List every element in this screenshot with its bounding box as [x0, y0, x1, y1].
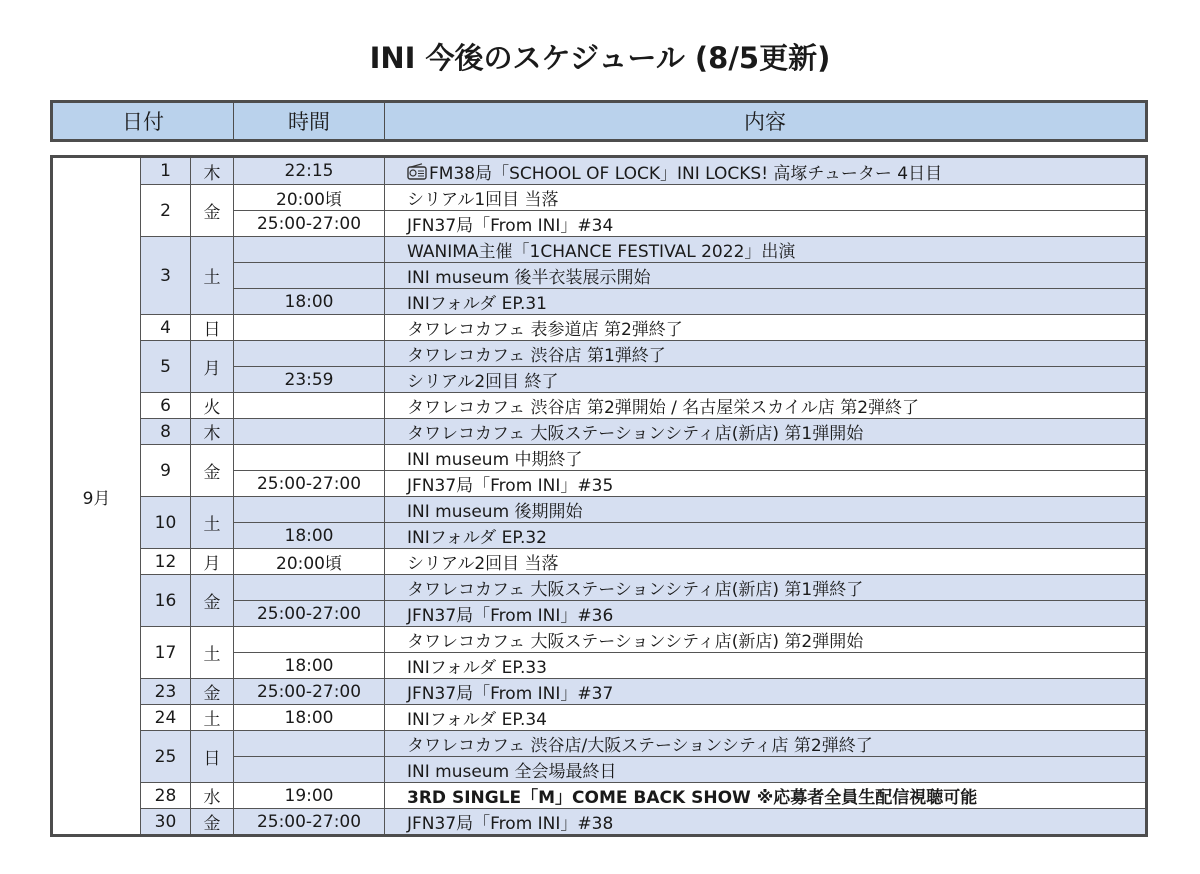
header-time: 時間: [233, 103, 384, 139]
day-cell: 3: [140, 236, 190, 314]
time-cell: 25:00-27:00: [233, 808, 384, 834]
time-cell: 18:00: [233, 704, 384, 730]
day-cell: 5: [140, 340, 190, 392]
event-text: タワレコカフェ 渋谷店 第2弾開始 / 名古屋栄スカイル店 第2弾終了: [407, 398, 920, 418]
time-cell: 18:00: [233, 288, 384, 314]
time-cell: [233, 262, 384, 288]
event-cell: [384, 600, 1145, 626]
event-cell: [384, 236, 1145, 262]
event-text: シリアル2回目 当落: [407, 554, 559, 574]
page-title: INI 今後のスケジュール (8/5更新): [369, 41, 831, 75]
day-cell: 10: [140, 496, 190, 548]
event-cell: [384, 366, 1145, 392]
weekday-cell: 木: [190, 418, 233, 444]
radio-icon: [407, 163, 427, 180]
weekday-cell: 土: [190, 704, 233, 730]
month-label: 9月: [53, 158, 140, 834]
event-text: INIフォルダ EP.34: [407, 710, 547, 730]
day-cell: 9: [140, 444, 190, 496]
time-cell: [233, 574, 384, 600]
event-text: タワレコカフェ 表参道店 第2弾終了: [407, 320, 683, 340]
weekday-cell: 金: [190, 808, 233, 834]
time-cell: 19:00: [233, 782, 384, 808]
event-text: タワレコカフェ 大阪ステーションシティ店(新店) 第2弾開始: [407, 632, 864, 652]
day-cell: 24: [140, 704, 190, 730]
time-cell: 22:15: [233, 158, 384, 184]
time-cell: [233, 314, 384, 340]
weekday-cell: 金: [190, 444, 233, 496]
table-header: [50, 100, 1148, 142]
time-cell: 25:00-27:00: [233, 470, 384, 496]
day-cell: 6: [140, 392, 190, 418]
event-text: INI museum 後半衣装展示開始: [407, 268, 651, 288]
weekday-cell: 金: [190, 184, 233, 236]
event-cell: [384, 444, 1145, 470]
event-text: タワレコカフェ 大阪ステーションシティ店(新店) 第1弾終了: [407, 580, 864, 600]
weekday-cell: 月: [190, 340, 233, 392]
event-cell: [384, 314, 1145, 340]
day-cell: 28: [140, 782, 190, 808]
day-cell: 25: [140, 730, 190, 782]
event-cell: [384, 470, 1145, 496]
event-text: 3RD SINGLE「M」COME BACK SHOW ※応募者全員生配信視聴可能: [407, 788, 978, 808]
weekday-cell: 火: [190, 392, 233, 418]
weekday-cell: 木: [190, 158, 233, 184]
event-text: JFN37局「From INI」#37: [407, 684, 614, 704]
event-text: JFN37局「From INI」#36: [407, 606, 614, 626]
time-cell: 25:00-27:00: [233, 210, 384, 236]
header-date: 日付: [53, 103, 233, 139]
event-cell: [384, 496, 1145, 522]
event-text: JFN37局「From INI」#38: [407, 814, 614, 834]
event-cell: [384, 548, 1145, 574]
event-text: シリアル1回目 当落: [407, 190, 559, 210]
time-cell: [233, 626, 384, 652]
time-cell: [233, 236, 384, 262]
event-cell: [384, 704, 1145, 730]
day-cell: 16: [140, 574, 190, 626]
day-cell: 1: [140, 158, 190, 184]
event-cell: [384, 756, 1145, 782]
day-cell: 4: [140, 314, 190, 340]
weekday-cell: 金: [190, 678, 233, 704]
event-cell: [384, 392, 1145, 418]
time-cell: 20:00頃: [233, 184, 384, 210]
event-cell: [384, 782, 1145, 808]
time-cell: 20:00頃: [233, 548, 384, 574]
day-cell: 30: [140, 808, 190, 834]
event-cell: [384, 340, 1145, 366]
time-cell: [233, 730, 384, 756]
event-cell: [384, 158, 1145, 184]
day-cell: 2: [140, 184, 190, 236]
time-cell: [233, 418, 384, 444]
event-cell: [384, 678, 1145, 704]
event-text: タワレコカフェ 渋谷店 第1弾終了: [407, 346, 666, 366]
event-cell: [384, 418, 1145, 444]
weekday-cell: 日: [190, 314, 233, 340]
day-cell: 17: [140, 626, 190, 678]
weekday-cell: 水: [190, 782, 233, 808]
event-text: タワレコカフェ 渋谷店/大阪ステーションシティ店 第2弾終了: [407, 736, 873, 756]
time-cell: 18:00: [233, 522, 384, 548]
time-cell: [233, 756, 384, 782]
time-cell: [233, 392, 384, 418]
time-cell: 25:00-27:00: [233, 600, 384, 626]
event-text: タワレコカフェ 大阪ステーションシティ店(新店) 第1弾開始: [407, 424, 864, 444]
event-text: JFN37局「From INI」#35: [407, 476, 614, 496]
event-cell: [384, 652, 1145, 678]
event-cell: [384, 730, 1145, 756]
event-cell: [384, 288, 1145, 314]
weekday-cell: 土: [190, 236, 233, 314]
weekday-cell: 土: [190, 626, 233, 678]
day-cell: 23: [140, 678, 190, 704]
schedule-table: [50, 155, 1148, 837]
event-cell: [384, 184, 1145, 210]
event-cell: [384, 522, 1145, 548]
day-cell: 12: [140, 548, 190, 574]
event-cell: [384, 262, 1145, 288]
event-cell: [384, 626, 1145, 652]
event-text: INI museum 中期終了: [407, 450, 583, 470]
day-cell: 8: [140, 418, 190, 444]
time-cell: [233, 496, 384, 522]
time-cell: 18:00: [233, 652, 384, 678]
event-cell: [384, 210, 1145, 236]
event-text: INI museum 全会場最終日: [407, 762, 617, 782]
weekday-cell: 金: [190, 574, 233, 626]
event-text: INI museum 後期開始: [407, 502, 583, 522]
header-content: 内容: [384, 103, 1145, 139]
time-cell: 25:00-27:00: [233, 678, 384, 704]
event-text: FM38局「SCHOOL OF LOCK」INI LOCKS! 高塚チューター 4日目: [429, 163, 943, 184]
event-cell: [384, 574, 1145, 600]
event-text: INIフォルダ EP.31: [407, 294, 547, 314]
time-cell: 23:59: [233, 366, 384, 392]
event-text: INIフォルダ EP.33: [407, 658, 547, 678]
weekday-cell: 土: [190, 496, 233, 548]
event-text: シリアル2回目 終了: [407, 372, 559, 392]
event-text: INIフォルダ EP.32: [407, 528, 547, 548]
event-text: WANIMA主催「1CHANCE FESTIVAL 2022」出演: [407, 242, 796, 262]
time-cell: [233, 444, 384, 470]
weekday-cell: 月: [190, 548, 233, 574]
event-cell: [384, 808, 1145, 834]
time-cell: [233, 340, 384, 366]
event-text: JFN37局「From INI」#34: [407, 216, 614, 236]
weekday-cell: 日: [190, 730, 233, 782]
